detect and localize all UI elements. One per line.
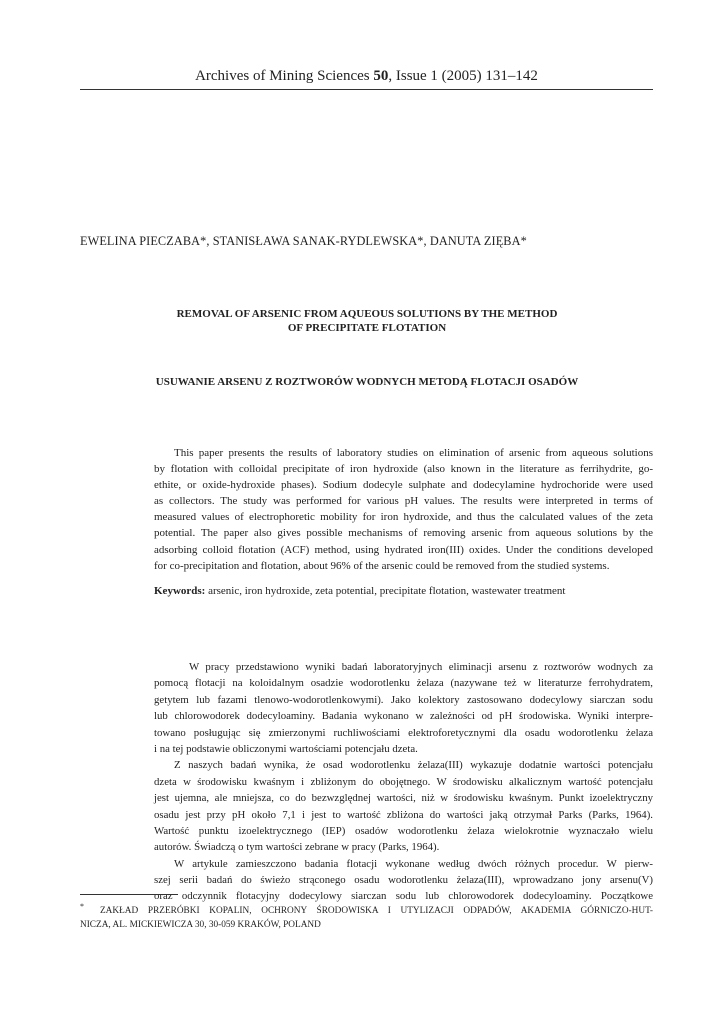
title-polish: USUWANIE ARSENU Z ROZTWORÓW WODNYCH METODĄ FLOTACJI OSADÓW [155, 376, 579, 388]
abstract [154, 445, 653, 574]
summary-line: pomocą flotacji na koloidalnym osadzie wodorotlenku żelaza (nazywane też w literaturze ferrohydratem, [154, 677, 653, 690]
summary-line: osadu jest przy pH około 7,1 i jest to wartość zbliżona do wartości jaką otrzymał Parks (Parks, 1964). [154, 808, 653, 821]
title-english-line-2: OF PRECIPITATE FLOTATION [287, 322, 447, 334]
summary-line: szej serii badań do świeżo strąconego osadu wodorotlenku żelaza(III), wprowadzano jony arsenu(V) [154, 874, 653, 887]
abstract-line: potential. The paper also gives possible mechanisms of removing arsenic from aqueous solutions by the [154, 527, 653, 540]
summary-line: jest ujemna, ale mniejsza, co do bezwzględnej wartości, niż w środowisku kwaśnym. Punkt izoelektryczny [154, 792, 653, 805]
summary-line: autorów. Świadczą o tym wartości zebrane w pracy (Parks, 1964). [154, 841, 440, 854]
journal-issue: , Issue 1 (2005) 131–142 [388, 68, 538, 84]
summary-line: W pracy przedstawiono wyniki badań laboratoryjnych eliminacji arsenu z roztworów wodnych za [189, 661, 653, 673]
title-english-line-1: REMOVAL OF ARSENIC FROM AQUEOUS SOLUTIONS BY THE METHOD [176, 308, 558, 320]
summary-line: Wartość punktu izoelektrycznego (IEP) osadów wodorotlenku żelaza wielokrotnie wyznaczało wielu [154, 824, 653, 837]
summary-line: lub chlorowodorek dodecyloaminy. Badania wykonano w zależności od pH środowiska. Wyniki interpre- [154, 710, 653, 723]
keywords [154, 585, 653, 597]
footnote-marker: * [80, 902, 84, 911]
header-rule [80, 89, 653, 90]
footnote-line-2: NICZA, AL. MICKIEWICZA 30, 30-059 KRAKÓW, POLAND [80, 920, 321, 930]
authors: EWELINA PIECZABA*, STANISŁAWA SANAK-RYDLEWSKA*, DANUTA ZIĘBA* [80, 234, 527, 248]
abstract-line: adsorbing colloid flotation (ACF) method, using hydrated iron(III) oxides. Under the conditions developed [154, 543, 653, 556]
abstract-line: This paper presents the results of laboratory studies on elimination of arsenic from aqueous solutions [174, 447, 653, 459]
summary-line: oraz odczynnik flotacyjny dodecylowy siarczan sodu lub chlorowodorek dodecyloaminy. Początkowe [154, 890, 653, 903]
polish-summary [154, 659, 653, 905]
summary-line: i na tej podstawie obliczonymi wartościami potencjału dzeta. [154, 742, 418, 755]
footnote-line-1: ZAKŁAD PRZERÓBKI KOPALIN, OCHRONY ŚRODOWISKA I UTYLIZACJI ODPADÓW, AKADEMIA GÓRNICZO-HUT- [100, 906, 653, 916]
summary-line: Z naszych badań wynika, że osad wodorotlenku żelaza(III) wykazuje dodatnie wartości potencjału [174, 759, 653, 772]
summary-line: dzeta w środowisku kwaśnym i zbliżonym do obojętnego. W środowisku alkalicznym wartość potencjału [154, 775, 653, 788]
abstract-line: for co-precipitation and flotation, about 96% of the arsenic could be removed from the studied systems. [154, 559, 610, 572]
abstract-line: measured values of electrophoretic mobility for iron hydroxide, and thus the calculated values of the zeta [154, 511, 653, 524]
journal-volume: 50 [373, 68, 389, 84]
footnote [80, 904, 653, 932]
journal-name: Archives of Mining Sciences [195, 68, 374, 84]
footnote-rule [80, 894, 178, 895]
abstract-line: as collectors. The study was performed for various pH values. The results were interpreted in terms of [154, 495, 653, 508]
journal-header [80, 68, 653, 85]
title-english [120, 307, 614, 335]
keywords-label: Keywords: [154, 585, 206, 597]
keywords-text: arsenic, iron hydroxide, zeta potential, precipitate flotation, wastewater treatment [205, 585, 566, 597]
summary-line: getytem lub fazami tlenowo-wodorotlenkowymi). Jako kolektory zastosowano dodecylowy siarczan sodu [154, 693, 653, 706]
summary-line: W artykule zamieszczono badania flotacji wykonane według dwóch różnych procedur. W pierw- [174, 857, 653, 870]
abstract-line: ethite, or oxide-hydroxide phases). Sodium dodecyle sulphate and dodecylamine hydrochoride were used [154, 479, 653, 492]
abstract-line: by flotation with colloidal precipitate of iron hydroxide (also known in the literature as ferrihydrite, go- [154, 463, 653, 476]
summary-line: towano posługując się zmierzonymi ruchliwościami elektroforetycznymi dla osadu wodorotlenku żelaza [154, 726, 653, 739]
